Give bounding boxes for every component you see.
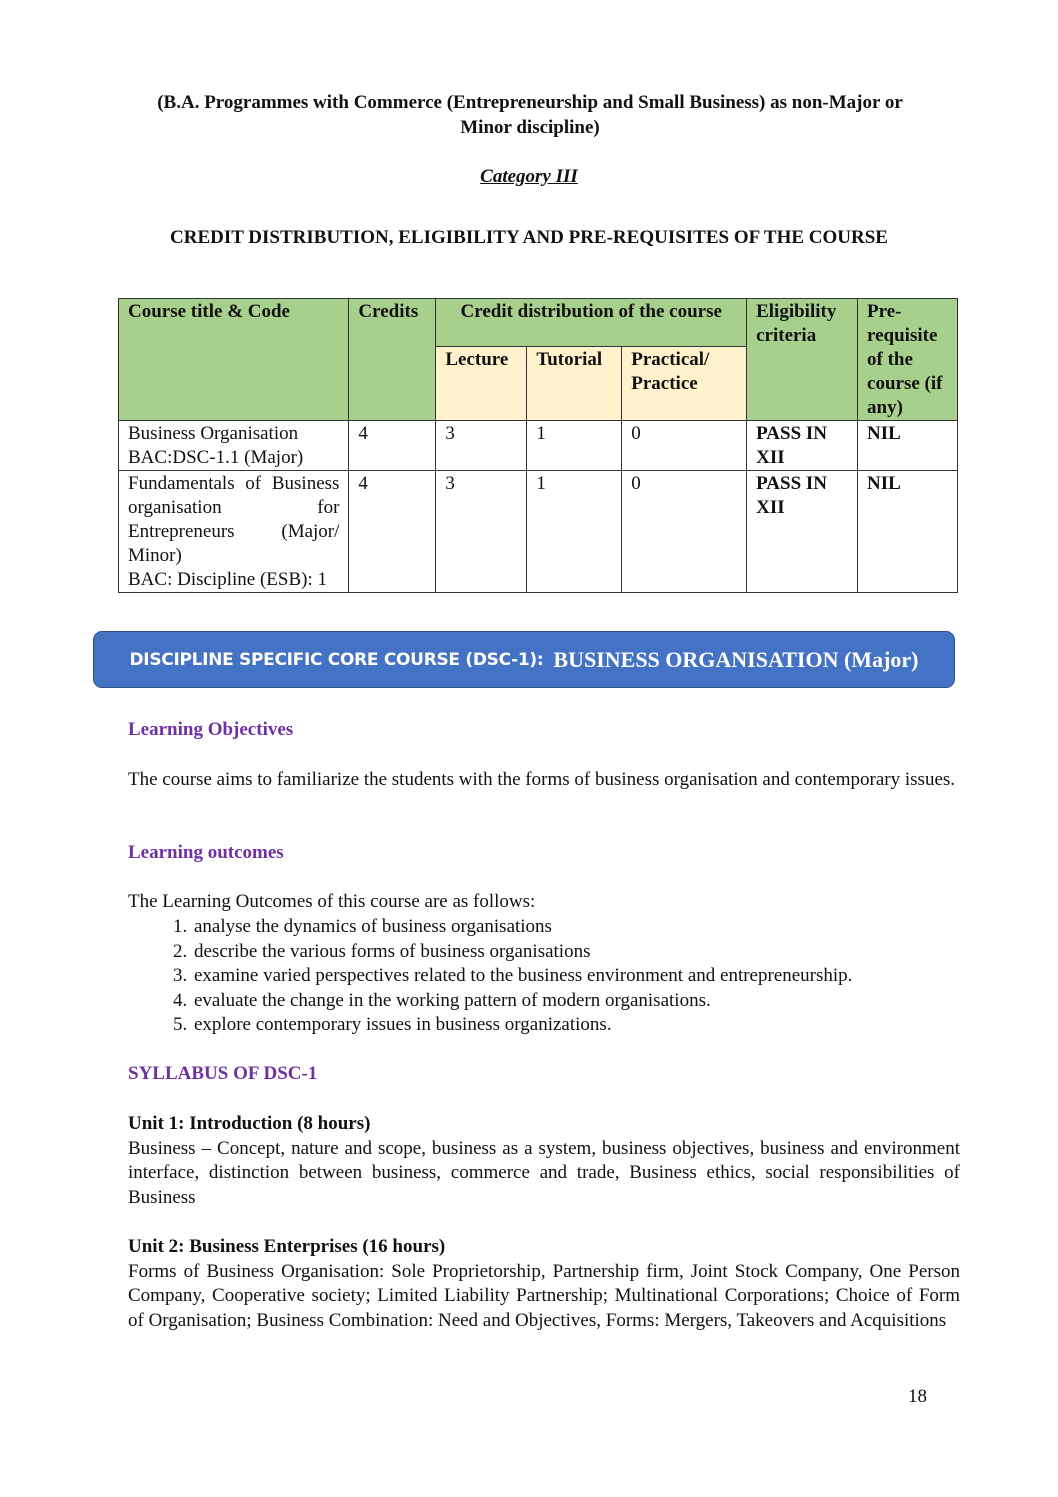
list-item: 4. evaluate the change in the working pattern of modern organisations. bbox=[192, 989, 852, 1014]
list-item: 1. analyse the dynamics of business organisations bbox=[192, 915, 852, 940]
header-course-title: Course title & Code bbox=[119, 299, 349, 421]
learning-outcomes-list bbox=[128, 915, 852, 1038]
unit-description: Forms of Business Organisation: Sole Proprietorship, Partnership firm, Joint Stock Company, One Person Company, Cooperative society; Limited Liability Partnership; Multinational Corporations; Choice of Form of Organisation; Business Combination: Need and Objectives, Forms: Mergers, Takeovers and Acquisitions bbox=[128, 1260, 960, 1331]
course-code: BAC:DSC-1.1 (Major) bbox=[128, 447, 304, 468]
credits-cell: 4 bbox=[349, 421, 436, 471]
course-title: Business Organisation bbox=[128, 423, 299, 444]
list-item: 3. examine varied perspectives related to the business environment and entrepreneurship. bbox=[192, 964, 852, 989]
credit-distribution-table bbox=[118, 298, 958, 593]
learning-outcomes-intro: The Learning Outcomes of this course are as follows: bbox=[128, 891, 536, 912]
header-credit-distribution: Credit distribution of the course bbox=[436, 299, 747, 347]
lecture-cell: 3 bbox=[436, 471, 527, 593]
learning-objectives-heading: Learning Objectives bbox=[128, 719, 294, 740]
header-prerequisite: Pre-requisite of the course (if any) bbox=[858, 299, 958, 421]
practical-cell: 0 bbox=[622, 421, 747, 471]
banner-prefix: DISCIPLINE SPECIFIC CORE COURSE (DSC-1): bbox=[129, 649, 544, 670]
learning-objectives-text: The course aims to familiarize the students with the forms of business organisation and contemporary issues. bbox=[128, 769, 956, 790]
eligibility-cell: PASS IN XII bbox=[747, 471, 858, 593]
syllabus-unit-1 bbox=[128, 1112, 960, 1210]
header-tutorial: Tutorial bbox=[527, 347, 622, 421]
programme-title: (B.A. Programmes with Commerce (Entrepreneurship and Small Business) as non-Major or Minor discipline) bbox=[157, 92, 903, 138]
practical-cell: 0 bbox=[622, 471, 747, 593]
header-practical: Practical/ Practice bbox=[622, 347, 747, 421]
course-cell bbox=[119, 471, 349, 593]
tutorial-cell: 1 bbox=[527, 421, 622, 471]
syllabus-heading: SYLLABUS OF DSC-1 bbox=[128, 1063, 318, 1084]
unit-title: Unit 1: Introduction (8 hours) bbox=[128, 1113, 371, 1134]
prerequisite-cell: NIL bbox=[858, 421, 958, 471]
course-title: Fundamentals of Business organisation for Entrepreneurs (Major/ Minor) bbox=[128, 473, 340, 566]
learning-outcomes-heading: Learning outcomes bbox=[128, 842, 284, 863]
page-number: 18 bbox=[908, 1386, 927, 1407]
course-cell bbox=[119, 421, 349, 471]
list-item: 5. explore contemporary issues in business organizations. bbox=[192, 1013, 852, 1038]
category-label: Category III bbox=[480, 166, 578, 187]
table-row bbox=[119, 421, 958, 471]
tutorial-cell: 1 bbox=[527, 471, 622, 593]
unit-description: Business – Concept, nature and scope, business as a system, business objectives, business and environment interface, distinction between business, commerce and trade, Business ethics, social responsibilities of Business bbox=[128, 1137, 960, 1208]
list-item: 2. describe the various forms of business organisations bbox=[192, 940, 852, 965]
course-code: BAC: Discipline (ESB): 1 bbox=[128, 569, 327, 590]
credit-distribution-heading: CREDIT DISTRIBUTION, ELIGIBILITY AND PRE-REQUISITES OF THE COURSE bbox=[170, 227, 888, 248]
header-lecture: Lecture bbox=[436, 347, 527, 421]
course-banner bbox=[93, 631, 955, 688]
header-credits: Credits bbox=[349, 299, 436, 421]
table-row bbox=[119, 471, 958, 593]
syllabus-unit-2 bbox=[128, 1235, 960, 1333]
prerequisite-cell: NIL bbox=[858, 471, 958, 593]
credits-cell: 4 bbox=[349, 471, 436, 593]
table-header-row bbox=[119, 299, 958, 347]
eligibility-cell: PASS IN XII bbox=[747, 421, 858, 471]
lecture-cell: 3 bbox=[436, 421, 527, 471]
header-eligibility: Eligibility criteria bbox=[747, 299, 858, 421]
banner-title: BUSINESS ORGANISATION (Major) bbox=[553, 646, 919, 672]
unit-title: Unit 2: Business Enterprises (16 hours) bbox=[128, 1236, 446, 1257]
